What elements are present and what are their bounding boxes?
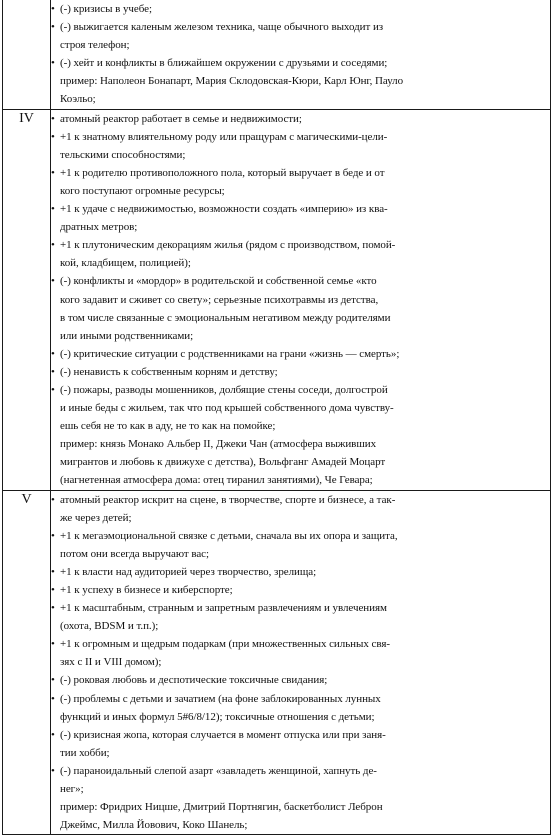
bullet-icon: •	[51, 21, 55, 34]
list-item-continuation	[51, 780, 550, 798]
line-text: атомный реактор работает в семье и недвижимости;	[60, 112, 302, 125]
house-number-cell: IV	[3, 109, 51, 490]
description-cell	[51, 490, 551, 835]
list-item-continuation	[51, 545, 550, 563]
line-text: дратных метров;	[60, 221, 138, 234]
list-item-continuation	[51, 218, 550, 236]
list-item	[51, 671, 550, 689]
line-text: потом они всегда выручают вас;	[60, 547, 210, 560]
line-text: (-) параноидальный слепой азарт «завладеть женщиной, хапнуть де-	[60, 764, 377, 777]
list-item-continuation	[51, 309, 550, 327]
list-item	[51, 581, 550, 599]
line-text: мигрантов и любовь к движухе с детства), Вольфганг Амадей Моцарт	[60, 456, 386, 469]
list-item-continuation	[51, 417, 550, 435]
line-text: +1 к знатному влиятельному роду или пращурам с магическими-цели-	[60, 130, 388, 143]
line-text: (-) выжигается каленым железом техника, чаще обычного выходит из	[60, 21, 384, 34]
list-item	[51, 690, 550, 708]
line-text: (-) пожары, разводы мошенников, долбящие стены соседи, долгострой	[60, 383, 388, 396]
list-item-continuation	[51, 327, 550, 345]
bullet-icon: •	[51, 275, 55, 288]
line-text: пример: князь Монако Альбер II, Джеки Чан (атмосфера выживших	[60, 438, 377, 451]
house-table	[2, 0, 551, 835]
list-item-continuation	[51, 798, 550, 816]
list-item-continuation	[51, 471, 550, 489]
house-number-cell: V	[3, 490, 51, 835]
list-item	[51, 272, 550, 290]
line-text: (-) критические ситуации с родственниками на грани «жизнь — смерть»;	[60, 347, 400, 360]
list-item-continuation	[51, 90, 550, 108]
line-text: функций и иных формул 5#6/8/12); токсичные отношения с детьми;	[60, 710, 375, 723]
line-text: (охота, BDSM и т.п.);	[60, 620, 159, 633]
line-text: кой, кладбищем, полицией);	[60, 257, 191, 270]
list-item	[51, 363, 550, 381]
line-text: Джеймс, Милла Йовович, Коко Шанель;	[60, 819, 248, 832]
list-item-continuation	[51, 453, 550, 471]
bullet-icon: •	[51, 166, 55, 179]
list-item	[51, 128, 550, 146]
bullet-icon: •	[51, 674, 55, 687]
bullet-icon: •	[51, 3, 55, 15]
table-body	[3, 0, 551, 835]
line-text: атомный реактор искрит на сцене, в творчестве, спорте и бизнесе, а так-	[60, 493, 396, 506]
line-text: тельскими способностями;	[60, 148, 186, 161]
table-row	[3, 0, 551, 109]
line-text: (-) кризисная жопа, которая случается в момент отпуска или при заня-	[60, 728, 386, 741]
bullet-icon: •	[51, 130, 55, 143]
list-item	[51, 491, 550, 509]
list-item	[51, 236, 550, 254]
list-item	[51, 18, 550, 36]
line-text: тии хобби;	[60, 746, 110, 759]
line-text: (-) проблемы с детьми и зачатием (на фоне заблокированных лунных	[60, 692, 381, 705]
list-item-continuation	[51, 146, 550, 164]
list-item	[51, 726, 550, 744]
list-item	[51, 381, 550, 399]
bullet-icon: •	[51, 57, 55, 70]
bullet-icon: •	[51, 728, 55, 741]
line-text: +1 к мегаэмоциональной связке с детьми, сначала вы их опора и защита,	[60, 529, 398, 542]
list-item	[51, 563, 550, 581]
list-item-continuation	[51, 744, 550, 762]
line-text: и иные беды с жильем, так что под крышей собственного дома чувству-	[60, 402, 394, 415]
bullet-icon: •	[51, 584, 55, 596]
line-text: пример: Фридрих Ницше, Дмитрий Портнягин, баскетболист Леброн	[60, 801, 383, 814]
line-text: (-) ненависть к собственным корням и детству;	[60, 365, 278, 378]
bullet-icon: •	[51, 365, 55, 378]
list-item-continuation	[51, 72, 550, 90]
line-text: (нагнетенная атмосфера дома: отец тиранил занятиями), Че Гевара;	[60, 474, 373, 487]
line-text: же через детей;	[60, 511, 132, 524]
list-item-continuation	[51, 708, 550, 726]
list-item	[51, 762, 550, 780]
bullet-icon: •	[51, 692, 55, 705]
line-text: строя телефон;	[60, 39, 130, 52]
line-text: +1 к удаче с недвижимостью, возможности создать «империю» из ква-	[60, 203, 388, 216]
line-text: ешь себя не то как в аду, не то как на помойке;	[60, 420, 276, 433]
list-item	[51, 110, 550, 128]
table-row	[3, 109, 551, 490]
line-text: +1 к родителю противоположного пола, который выручает в беде и от	[60, 166, 385, 179]
list-item-continuation	[51, 291, 550, 309]
line-text: (-) роковая любовь и деспотические токсичные свидания;	[60, 674, 328, 687]
description-cell	[51, 109, 551, 490]
line-text: зях с II и VIII домом);	[60, 656, 162, 669]
list-item	[51, 54, 550, 72]
list-item-continuation	[51, 399, 550, 417]
list-item-continuation	[51, 435, 550, 453]
list-item	[51, 599, 550, 617]
line-text: +1 к масштабным, странным и запретным развлечениям и увлечениям	[60, 602, 387, 615]
list-item	[51, 635, 550, 653]
list-item	[51, 0, 550, 18]
line-text: пример: Наполеон Бонапарт, Мария Склодовская-Кюри, Карл Юнг, Пауло	[60, 75, 404, 88]
list-item-continuation	[51, 617, 550, 635]
description-cell	[51, 0, 551, 109]
bullet-icon: •	[51, 112, 55, 125]
bullet-icon: •	[51, 383, 55, 396]
bullet-icon: •	[51, 347, 55, 360]
bullet-icon: •	[51, 764, 55, 777]
line-text: в том числе связанные с эмоциональным негативом между родителями	[60, 311, 391, 324]
line-text: нег»;	[60, 783, 84, 796]
line-text: кого задавит и сживет со свету»; серьезные психотравмы из детства,	[60, 293, 379, 306]
list-item-continuation	[51, 36, 550, 54]
bullet-icon: •	[51, 565, 55, 578]
line-text: (-) хейт и конфликты в ближайшем окружении с друзьями и соседями;	[60, 57, 388, 70]
bullet-icon: •	[51, 602, 55, 615]
list-item	[51, 200, 550, 218]
line-text: +1 к огромным и щедрым подаркам (при множественных сильных свя-	[60, 638, 390, 651]
line-text: кого поступают огромные ресурсы;	[60, 184, 225, 197]
bullet-icon: •	[51, 638, 55, 651]
bullet-icon: •	[51, 493, 55, 506]
list-item-continuation	[51, 653, 550, 671]
line-text: (-) конфликты и «мордор» в родительской и собственной семье «кто	[60, 275, 377, 288]
line-text: +1 к власти над аудиторией через творчество, зрелища;	[60, 565, 317, 578]
line-text: +1 к успеху в бизнесе и киберспорте;	[60, 584, 233, 596]
list-item	[51, 164, 550, 182]
house-number-cell	[3, 0, 51, 109]
table-row	[3, 490, 551, 835]
bullet-icon: •	[51, 529, 55, 542]
list-item-continuation	[51, 509, 550, 527]
list-item	[51, 527, 550, 545]
bullet-icon: •	[51, 203, 55, 216]
bullet-icon: •	[51, 239, 55, 252]
line-text: +1 к плутоническим декорациям жилья (рядом с производством, помой-	[60, 239, 396, 252]
line-text: или иными родственниками;	[60, 329, 194, 342]
list-item	[51, 345, 550, 363]
line-text: Коэльо;	[60, 93, 96, 106]
list-item-continuation	[51, 182, 550, 200]
list-item-continuation	[51, 816, 550, 834]
list-item-continuation	[51, 254, 550, 272]
line-text: (-) кризисы в учебе;	[60, 3, 152, 15]
